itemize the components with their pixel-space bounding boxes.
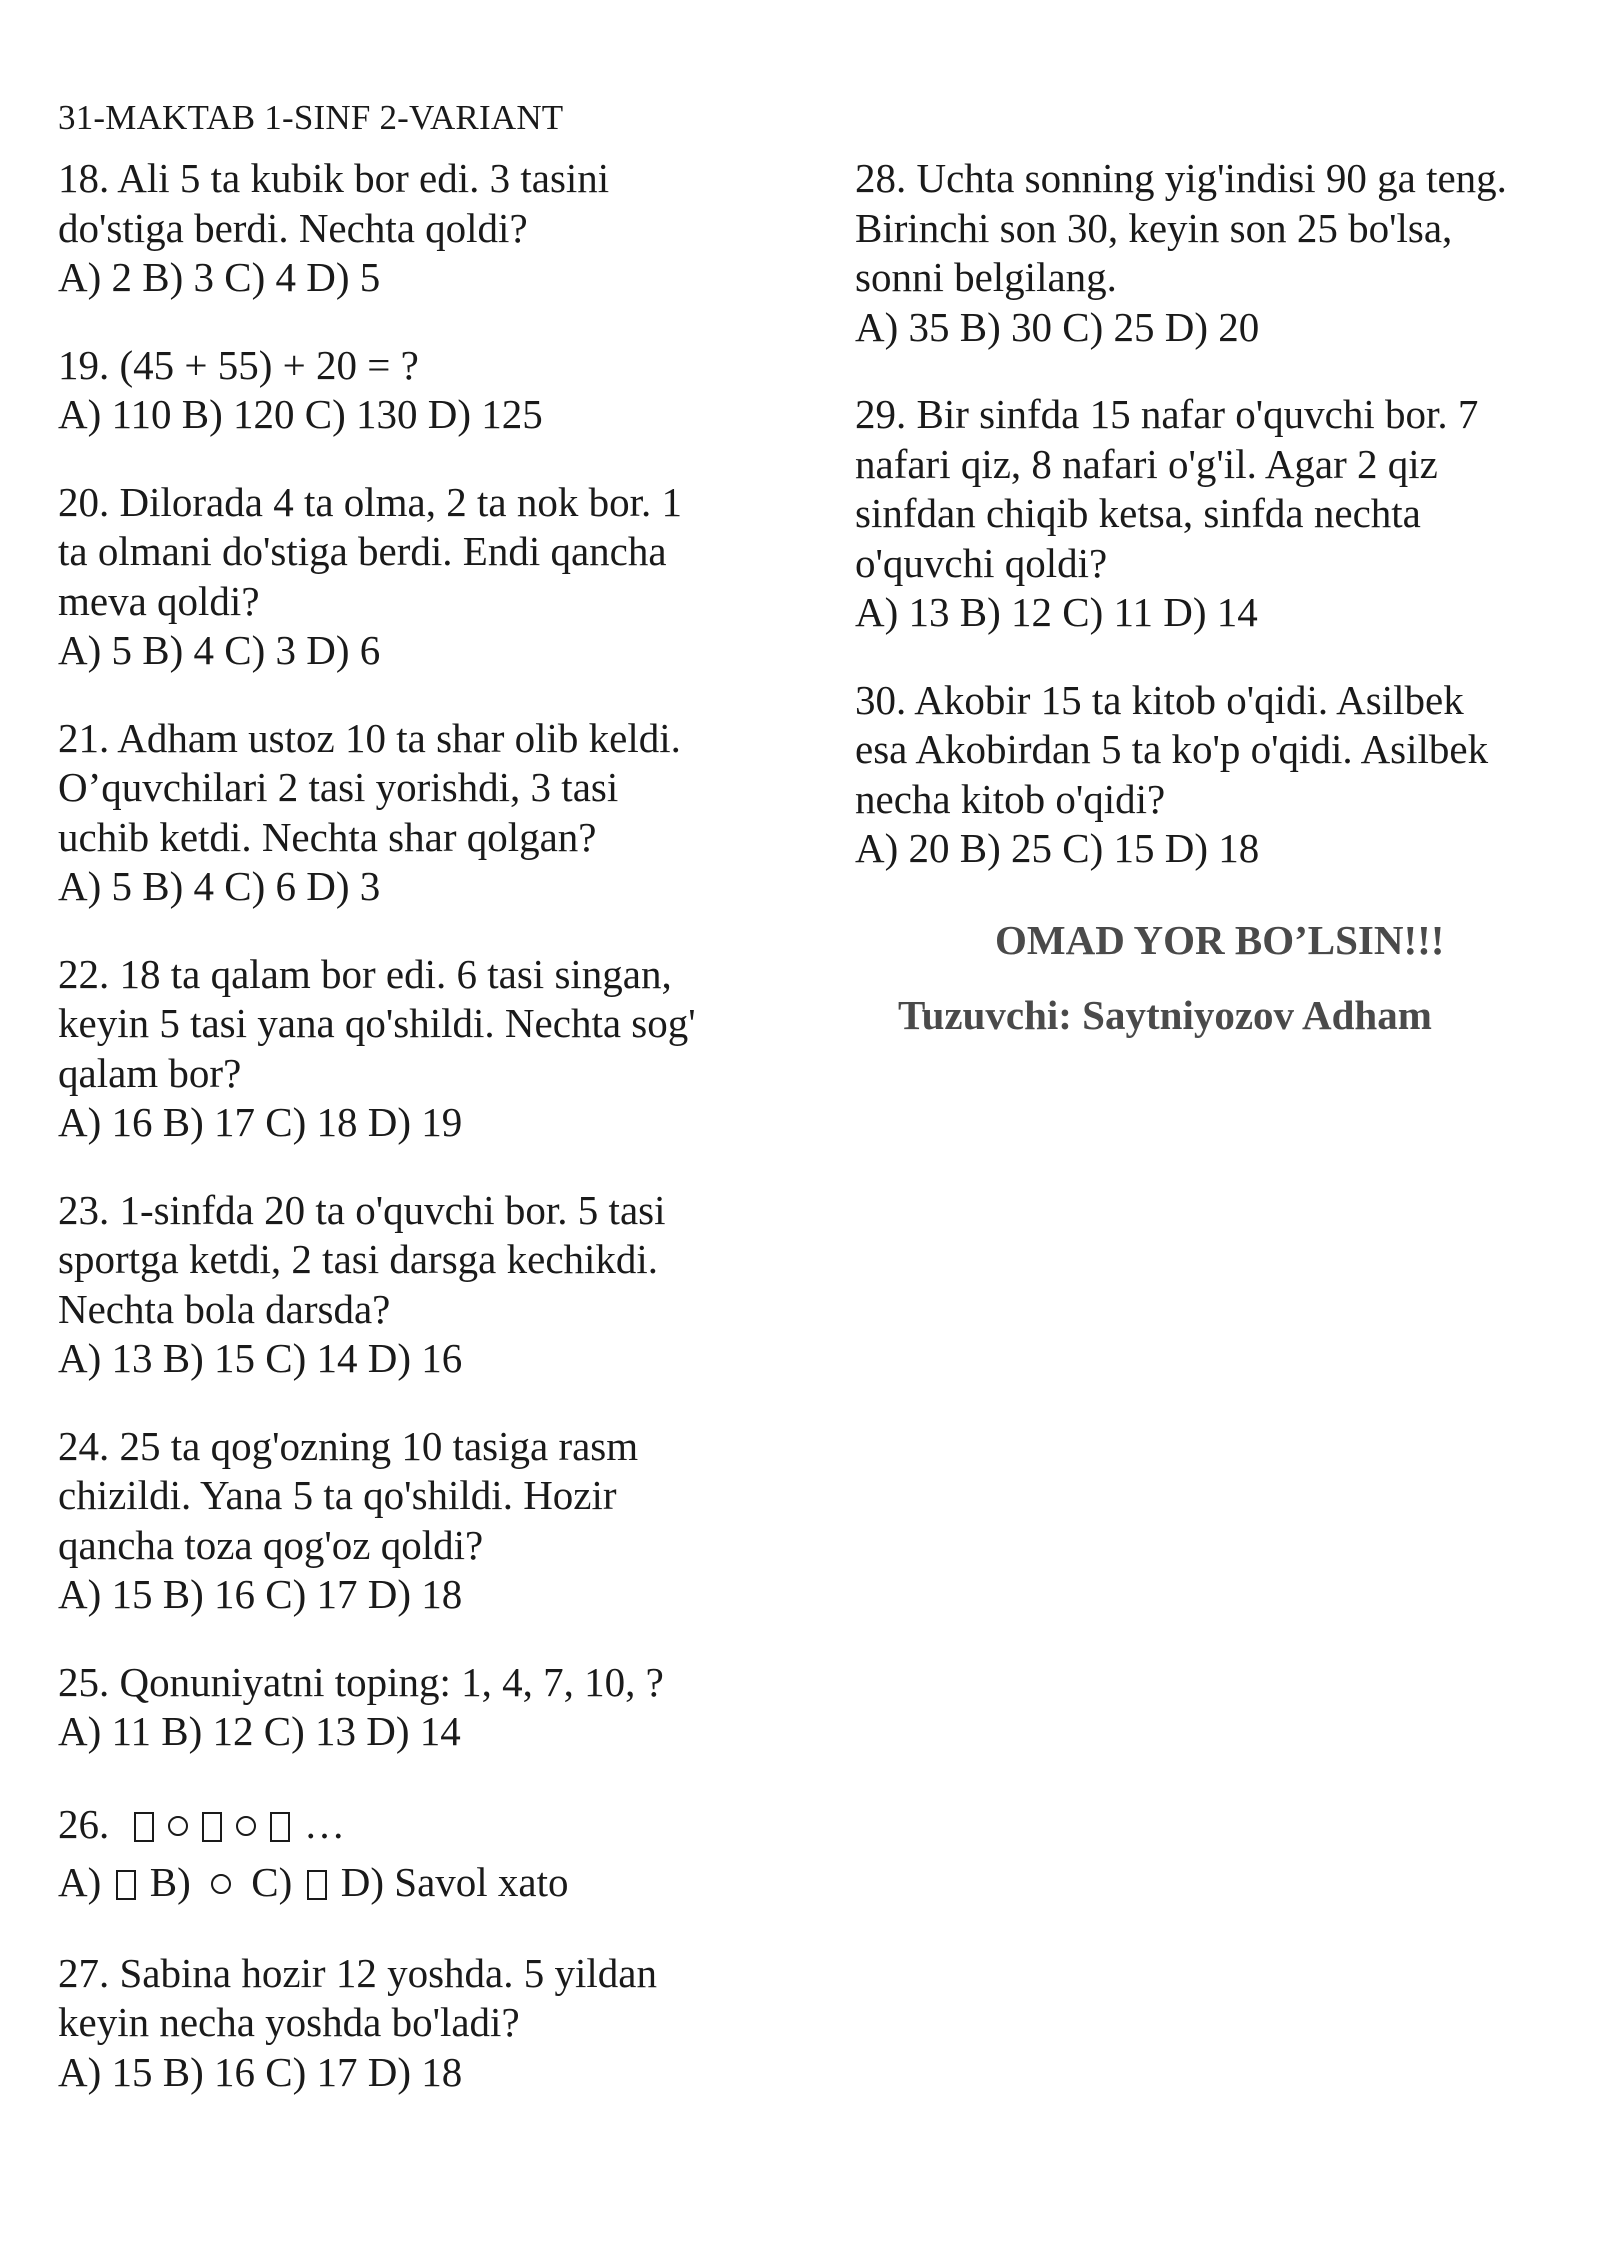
question-22: [58, 950, 758, 1148]
answer-options: A) 11 B) 12 C) 13 D) 14: [58, 1708, 461, 1754]
question-text-line: keyin necha yoshda bo'ladi?: [58, 1999, 520, 2045]
question-text-line: O’quvchilari 2 tasi yorishdi, 3 tasi: [58, 764, 619, 810]
answer-options: A) 35 B) 30 C) 25 D) 20: [855, 303, 1260, 350]
question-19: [58, 341, 758, 440]
answer-options: A) 13 B) 12 C) 11 D) 14: [855, 589, 1258, 635]
question-text-line: 28. Uchta sonning yig'indisi 90 ga teng.: [855, 155, 1507, 201]
left-column: [58, 154, 758, 2135]
question-text-line: sinfdan chiqib ketsa, sinfda nechta: [855, 490, 1421, 536]
question-text-line: 27. Sabina hozir 12 yoshda. 5 yildan: [58, 1949, 657, 1996]
question-text-line: 20. Dilorada 4 ta olma, 2 ta nok bor. 1: [58, 478, 682, 525]
question-text-line: 29. Bir sinfda 15 nafar o'quvchi bor. 7: [855, 391, 1479, 437]
question-text-line: 23. 1-sinfda 20 ta o'quvchi bor. 5 tasi: [58, 1186, 666, 1233]
question-text-line: uchib ketdi. Nechta shar qolgan?: [58, 813, 597, 860]
square-shape-icon: [307, 1870, 327, 1900]
pattern-sequence: [58, 1795, 758, 1853]
question-21: [58, 714, 758, 912]
question-text-line: o'quvchi qoldi?: [855, 539, 1108, 586]
option-c-label: C): [251, 1858, 293, 1905]
question-text-line: 21. Adham ustoz 10 ta shar olib keldi.: [58, 714, 681, 761]
question-text-line: 22. 18 ta qalam bor edi. 6 tasi singan,: [58, 950, 672, 997]
question-text-line: qancha toza qog'oz qoldi?: [58, 1521, 484, 1568]
option-d-label: D) Savol xato: [340, 1858, 569, 1905]
question-text-line: 30. Akobir 15 ta kitob o'qidi. Asilbek: [855, 676, 1464, 723]
question-24: [58, 1422, 758, 1620]
question-text-line: do'stiga berdi. Nechta qoldi?: [58, 204, 528, 251]
square-shape-icon: [270, 1812, 290, 1842]
question-text-line: 25. Qonuniyatni toping: 1, 4, 7, 10, ?: [58, 1658, 664, 1705]
square-shape-icon: [134, 1812, 154, 1842]
right-column: [855, 154, 1565, 912]
circle-shape-icon: [168, 1816, 188, 1836]
question-23: [58, 1186, 758, 1384]
worksheet-header: 31-MAKTAB 1-SINF 2-VARIANT: [58, 98, 564, 137]
answer-options: A) 15 B) 16 C) 17 D) 18: [58, 2048, 463, 2095]
question-text-line: sportga ketdi, 2 tasi darsga kechikdi.: [58, 1236, 659, 1282]
answer-options: A) 5 B) 4 C) 6 D) 3: [58, 863, 381, 909]
question-18: [58, 154, 758, 303]
answer-options: A) 110 B) 120 C) 130 D) 125: [58, 391, 543, 437]
circle-shape-icon: [236, 1816, 256, 1836]
question-text-line: esa Akobirdan 5 ta ko'p o'qidi. Asilbek: [855, 726, 1489, 772]
question-26: [58, 1795, 758, 1911]
question-30: [855, 676, 1565, 874]
question-text-line: qalam bor?: [58, 1049, 242, 1096]
good-luck-message: OMAD YOR BO’LSIN!!!: [995, 917, 1445, 963]
question-text-line: keyin 5 tasi yana qo'shildi. Nechta sog': [58, 1000, 696, 1046]
question-text-line: 24. 25 ta qog'ozning 10 tasiga rasm: [58, 1422, 639, 1469]
question-27: [58, 1949, 758, 2098]
answer-options: A) 20 B) 25 C) 15 D) 18: [855, 825, 1260, 871]
answer-options: A) 15 B) 16 C) 17 D) 18: [58, 1571, 463, 1617]
sequence-ellipsis: …: [304, 1800, 345, 1847]
question-text-line: Birinchi son 30, keyin son 25 bo'lsa,: [855, 204, 1453, 251]
question-20: [58, 478, 758, 676]
question-text-line: meva qoldi?: [58, 577, 260, 624]
answer-options: A) 13 B) 15 C) 14 D) 16: [58, 1335, 463, 1381]
question-29: [855, 390, 1565, 638]
answer-options: [58, 1853, 758, 1911]
question-number: 26.: [58, 1800, 110, 1847]
square-shape-icon: [202, 1812, 222, 1842]
question-text-line: 19. (45 + 55) + 20 = ?: [58, 341, 419, 388]
question-text-line: chizildi. Yana 5 ta qo'shildi. Hozir: [58, 1472, 617, 1518]
author-credit: Tuzuvchi: Saytniyozov Adham: [898, 992, 1432, 1038]
answer-options: A) 16 B) 17 C) 18 D) 19: [58, 1099, 463, 1145]
answer-options: A) 5 B) 4 C) 3 D) 6: [58, 627, 381, 673]
question-28: [855, 154, 1565, 352]
question-text-line: nafari qiz, 8 nafari o'g'il. Agar 2 qiz: [855, 440, 1438, 487]
question-text-line: 18. Ali 5 ta kubik bor edi. 3 tasini: [58, 155, 610, 201]
circle-shape-icon: [211, 1874, 231, 1894]
option-a-label: A): [58, 1858, 102, 1905]
option-b-label: B): [149, 1858, 191, 1905]
question-25: [58, 1658, 758, 1757]
question-text-line: Nechta bola darsda?: [58, 1285, 391, 1332]
answer-options: A) 2 B) 3 C) 4 D) 5: [58, 254, 381, 300]
question-text-line: ta olmani do'stiga berdi. Endi qancha: [58, 528, 667, 574]
square-shape-icon: [116, 1870, 136, 1900]
question-text-line: sonni belgilang.: [855, 254, 1117, 300]
question-text-line: necha kitob o'qidi?: [855, 775, 1166, 822]
